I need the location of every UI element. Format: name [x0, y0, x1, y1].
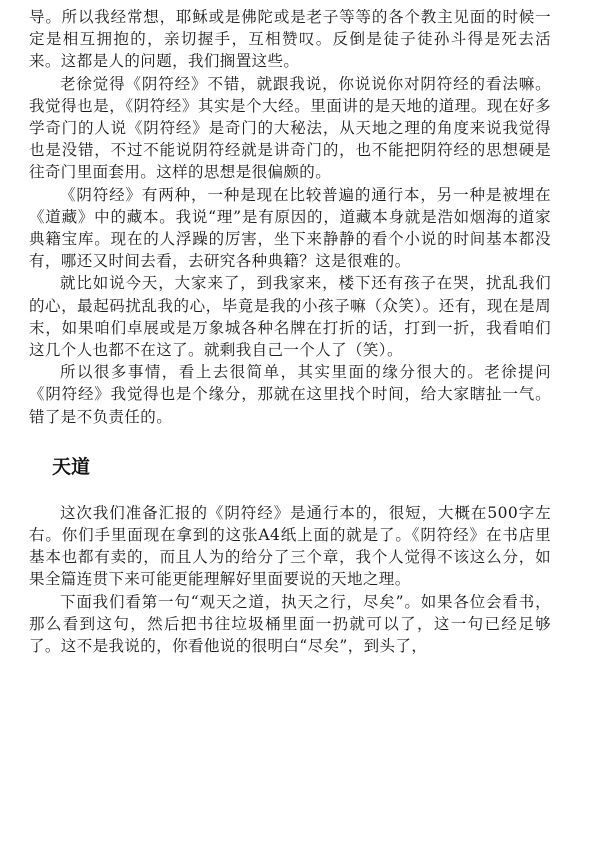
paragraph-2: 老徐觉得《阴符经》不错，就跟我说，你说说你对阴符经的看法嘛。我觉得也是，《阴符经》其实是个大经。里面讲的是天地的道理。现在好多学奇门的人说《阴符经》是奇门的大秘法，从天地之理的角度来说我觉得也是没错，不过不能说阴符经就是讲奇门的，也不能把阴符经的思想硬是往奇门里面套用。这样的思想是很偏颇的。: [29, 74, 551, 182]
paragraph-5: 所以很多事情，看上去很简单，其实里面的缘分很大的。老徐提问《阴符经》我觉得也是个缘分，那就在这里找个时间，给大家瞎扯一气。错了是不负责任的。: [29, 363, 551, 426]
paragraph-1: 导。所以我经常想，耶稣或是佛陀或是老子等等的各个教主见面的时候一定是相互拥抱的，亲切握手，互相赞叹。反倒是徒子徒孙斗得是死去活来。这都是人的问题，我们搁置这些。: [29, 8, 551, 71]
document-page: [29, 6, 551, 657]
paragraph-6: 这次我们准备汇报的《阴符经》是通行本的，很短，大概在500字左右。你们手里面现在拿到的这张A4纸上面的就是了。《阴符经》在书店里基本也都有卖的，而且人为的给分了三个章，我个人觉得不该这么分，如果全篇连贯下来可能更能理解好里面要说的天地之理。: [29, 503, 551, 589]
section-heading: 天道: [52, 455, 91, 478]
paragraph-7: 下面我们看第一句“观天之道，执天之行，尽矣”。如果各位会看书，那么看到这句，然后把书往垃圾桶里面一扔就可以了，这一句已经足够了。这不是我说的，你看他说的很明白“尽矣”，到头了，: [29, 592, 551, 656]
paragraph-3: 《阴符经》有两种，一种是现在比较普遍的通行本，另一种是被埋在《道藏》中的藏本。我说“理”是有原因的，道藏本身就是浩如烟海的道家典籍宝库。现在的人浮躁的厉害，坐下来静静的看个小说的时间基本都没有，哪还又时间去看，去研究各种典籍？这是很难的。: [29, 185, 551, 271]
paragraph-4: 就比如说今天，大家来了，到我家来，楼下还有孩子在哭，扰乱我们的心，最起码扰乱我的心，毕竟是我的小孩子嘛（众笑）。还有，现在是周末，如果咱们卓展或是万象城各种名牌在打折的话，打到一折，我看咱们这几个人也都不在这了。就剩我自己一个人了（笑）。: [29, 274, 551, 360]
